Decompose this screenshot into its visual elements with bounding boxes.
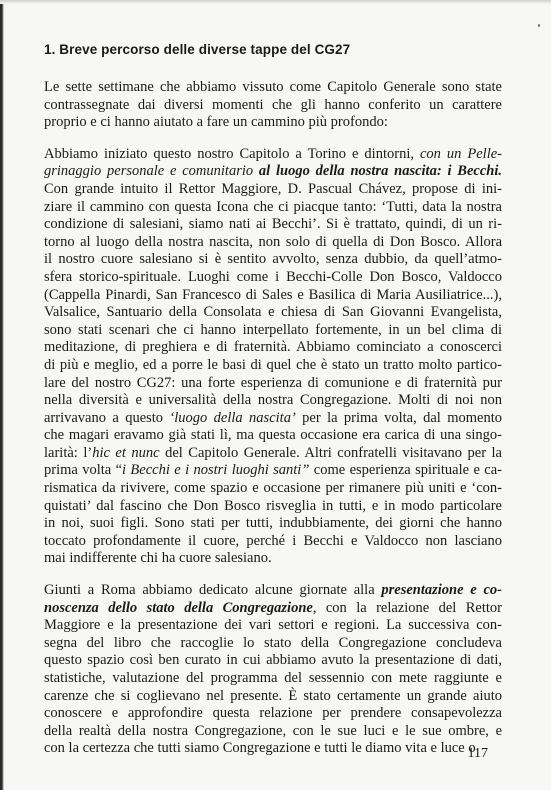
text-line: della realtà della nostra Congregazione, con le sue luci e le sue ombre, e [44,722,502,739]
text-line: toccato profondamente il cuore, perché i Becchi e Valdocco non lasciano [44,532,502,549]
text-line: Abbiamo iniziato questo nostro Capitolo a Torino e dintorni, con un Pelle- [44,145,502,162]
text-line: Le sette settimane che abbiamo vissuto come Capitolo Generale sono state [44,79,502,95]
text-line: mai indifferente chi ha cuore salesiano. [44,550,272,567]
text-line: Maggiore e la presentazione dei vari settori e regioni. La successiva con- [44,617,502,634]
text-line: arrivavano a questo ‘luogo della nascita’ per la prima volta, dal momento [44,409,502,426]
page-top-shadow [0,0,551,4]
text-line: questo spazio così ben curato in cui abbiamo avuto la presentazione di dati, [44,652,502,669]
text-line: Valsalice, Santuario della Consolata e chiesa di San Giovanni Evangelista, [44,304,502,321]
text-line: contrassegnate dai diversi momenti che gli hanno conferito un carattere [44,96,502,113]
page-content [44,42,502,772]
text-line: segna del libro che raccoglie lo stato della Congregazione concludeva [44,634,502,651]
paragraph-3 [44,582,502,758]
section-heading: 1. Breve percorso delle diverse tappe del CG27 [44,42,351,57]
text-line: di più e meglio, ed a porre le basi di quel che è stato un tratto molto partico- [44,356,502,373]
body-text [44,79,502,758]
text-line: grinaggio personale e comunitario al luogo della nostra nascita: i Becchi. [44,163,502,180]
text-line: conoscere e approfondire questa relazione per prendere consapevolezza [44,705,502,722]
text-line: in noi, suoi figli. Sono stati per tutti, indubbiamente, dei giorni che hanno [44,515,502,532]
text-line: meditazione, di preghiera e di fraternità. Abbiamo cominciato a conoscerci [44,339,502,356]
text-line: Con grande intuito il Rettor Maggiore, D. Pascual Chávez, propose di ini- [44,180,502,197]
paragraph-2 [44,146,502,568]
paragraph-1 [44,79,502,132]
text-line: sono stati scenari che ci hanno interpellato fortemente, in un bel clima di [44,321,502,338]
text-line: torno al luogo della nostra nascita, non solo di quella di Don Bosco. Allora [44,233,502,250]
text-line: prima volta “i Becchi e i nostri luoghi santi” come esperienza spirituale e ca- [44,462,502,479]
text-line: larità: l’hic et nunc del Capitolo Generale. Altri confratelli visitavano per la [44,444,502,461]
text-line: lare del nostro CG27: una forte esperienza di comunione e di fraternità pur [44,374,502,391]
text-line: statistiche, valutazione del programma del sessennio con mete raggiunte e [44,670,502,686]
text-line: Giunti a Roma abbiamo dedicato alcune giornate alla presentazione e co- [44,582,502,599]
text-line: noscenza dello stato della Congregazione, con la relazione del Rettor [44,599,502,616]
text-line: nella diversità e universalità della nostra Congregazione. Molti di noi non [44,392,502,409]
text-line: carenze che si coglievano nel presente. È stato certamente un grande aiuto [44,687,502,704]
text-line: il nostro cuore salesiano si è sentito avvolto, senza dubbio, da quell’atmo- [44,251,502,268]
text-line: rismatica da rivivere, come spazio e occasione per rimanere più uniti e ‘con- [44,480,502,497]
page-binding-edge [0,0,4,790]
text-line: (Cappella Pinardi, San Francesco di Sales e Basilica di Maria Ausiliatrice...), [44,286,502,303]
page-number: 117 [467,746,488,761]
text-line: condizione di salesiani, siamo nati ai Becchi’. Si è trattato, quindi, di un ri- [44,216,502,233]
text-line: che magari eravamo già stati lì, ma questa occasione era carica di una singo- [44,427,502,444]
text-line: sfera storico-spirituale. Luoghi come i Becchi-Colle Don Bosco, Valdocco [44,268,502,285]
paper-speck [538,24,540,27]
text-line: ziare il cammino con questa Icona che ci piacque tanto: ‘Tutti, data la nostra [44,198,502,215]
text-line: con la certezza che tutti siamo Congregazione e tutti le diamo vita e luce o [44,740,476,757]
text-line: quistati’ dal fascino che Don Bosco risveglia in tutti, e in modo particolare [44,497,502,514]
text-line: proprio e ci hanno aiutato a fare un cammino più profondo: [44,114,388,131]
